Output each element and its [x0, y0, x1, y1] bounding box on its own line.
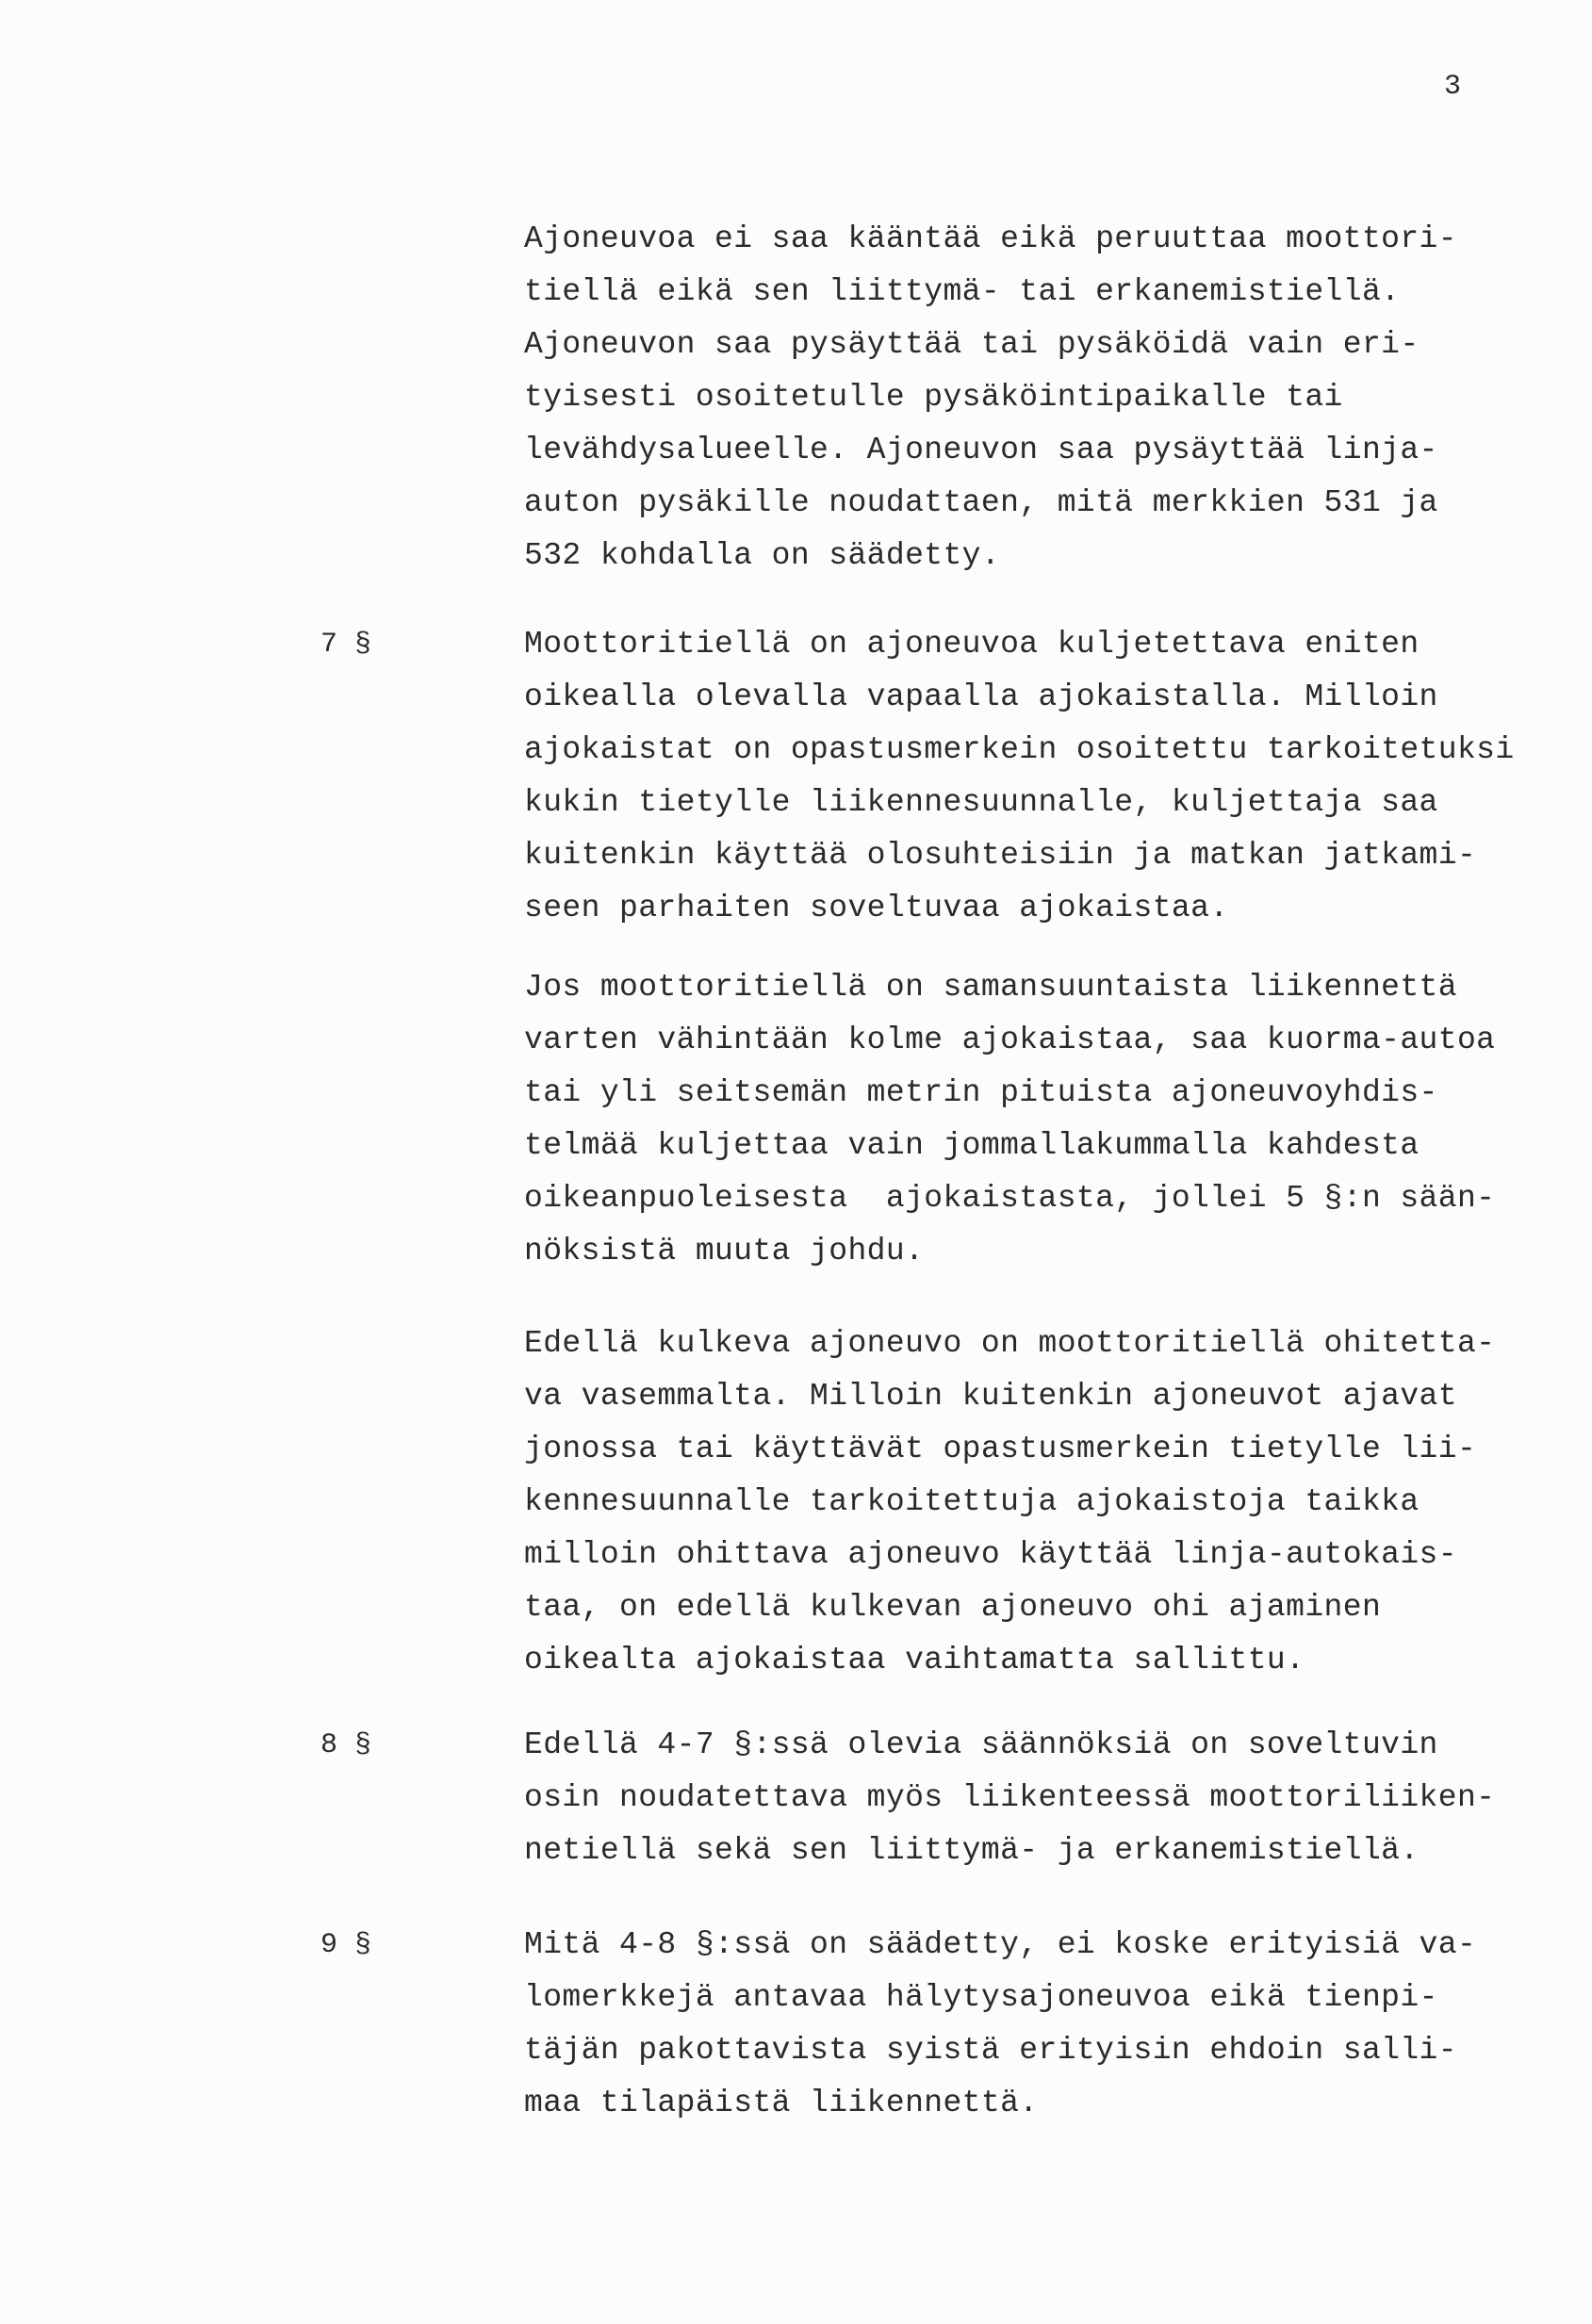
paragraph-truck-lanes [524, 961, 1580, 1278]
paragraph-section-7 [524, 618, 1580, 935]
text-line: oikeanpuoleisesta ajokaistasta, jollei 5 §:n sään- [524, 1181, 1496, 1216]
text-line: Jos moottoritiellä on samansuuntaista liikennettä [524, 970, 1457, 1005]
text-line: ajokaistat on opastusmerkein osoitettu tarkoitetuksi [524, 732, 1515, 767]
text-line: oikealla olevalla vapaalla ajokaistalla. Milloin [524, 679, 1438, 714]
text-line: Ajoneuvon saa pysäyttää tai pysäköidä vain eri- [524, 327, 1420, 362]
paragraph-motorway-turning [524, 213, 1580, 582]
text-line: tyisesti osoitetulle pysäköintipaikalle tai [524, 380, 1343, 415]
text-line: seen parhaiten soveltuvaa ajokaistaa. [524, 891, 1229, 925]
text-line: Edellä 4-7 §:ssä olevia säännöksiä on soveltuvin [524, 1727, 1438, 1762]
text-line: maa tilapäistä liikennettä. [524, 2086, 1039, 2120]
text-line: Ajoneuvoa ei saa kääntää eikä peruuttaa moottori- [524, 221, 1457, 256]
text-line: kuitenkin käyttää olosuhteisiin ja matkan jatkami- [524, 838, 1477, 873]
text-line: va vasemmalta. Milloin kuitenkin ajoneuvot ajavat [524, 1379, 1457, 1414]
text-line: Mitä 4-8 §:ssä on säädetty, ei koske erityisiä va- [524, 1927, 1477, 1962]
text-line: milloin ohittava ajoneuvo käyttää linja-autokais- [524, 1537, 1457, 1572]
paragraph-section-9 [524, 1919, 1580, 2130]
text-line: taa, on edellä kulkevan ajoneuvo ohi ajaminen [524, 1590, 1382, 1625]
text-line: nöksistä muuta johdu. [524, 1234, 925, 1268]
text-line: Edellä kulkeva ajoneuvo on moottoritiellä ohitetta- [524, 1326, 1496, 1361]
paragraph-section-8 [524, 1719, 1580, 1877]
text-line: osin noudatettava myös liikenteessä moottoriliiken- [524, 1780, 1496, 1815]
section-8-label: 8 § [320, 1729, 372, 1761]
text-line: oikealta ajokaistaa vaihtamatta sallittu. [524, 1643, 1305, 1678]
section-9-label: 9 § [320, 1929, 372, 1961]
text-line: tiellä eikä sen liittymä- tai erkanemistiellä. [524, 274, 1401, 309]
text-line: lomerkkejä antavaa hälytysajoneuvoa eikä tienpi- [524, 1980, 1438, 2015]
text-line: jonossa tai käyttävät opastusmerkein tietylle lii- [524, 1432, 1477, 1466]
text-line: 532 kohdalla on säädetty. [524, 538, 1001, 573]
text-line: auton pysäkille noudattaen, mitä merkkien 531 ja [524, 485, 1438, 520]
text-line: telmää kuljettaa vain jommallakummalla kahdesta [524, 1128, 1420, 1163]
text-line: levähdysalueelle. Ajoneuvon saa pysäyttää linja- [524, 433, 1438, 467]
text-line: kukin tietylle liikennesuunnalle, kuljettaja saa [524, 785, 1438, 820]
text-line: netiellä sekä sen liittymä- ja erkanemistiellä. [524, 1833, 1420, 1868]
text-line: tai yli seitsemän metrin pituista ajoneuvoyhdis- [524, 1075, 1438, 1110]
text-line: Moottoritiellä on ajoneuvoa kuljetettava eniten [524, 627, 1420, 662]
text-line: kennesuunnalle tarkoitettuja ajokaistoja taikka [524, 1484, 1420, 1519]
page-number: 3 [1444, 71, 1462, 103]
text-line: täjän pakottavista syistä erityisin ehdoin salli- [524, 2033, 1457, 2068]
text-line: varten vähintään kolme ajokaistaa, saa kuorma-autoa [524, 1023, 1496, 1057]
section-7-label: 7 § [320, 629, 372, 661]
paragraph-overtaking [524, 1317, 1580, 1687]
